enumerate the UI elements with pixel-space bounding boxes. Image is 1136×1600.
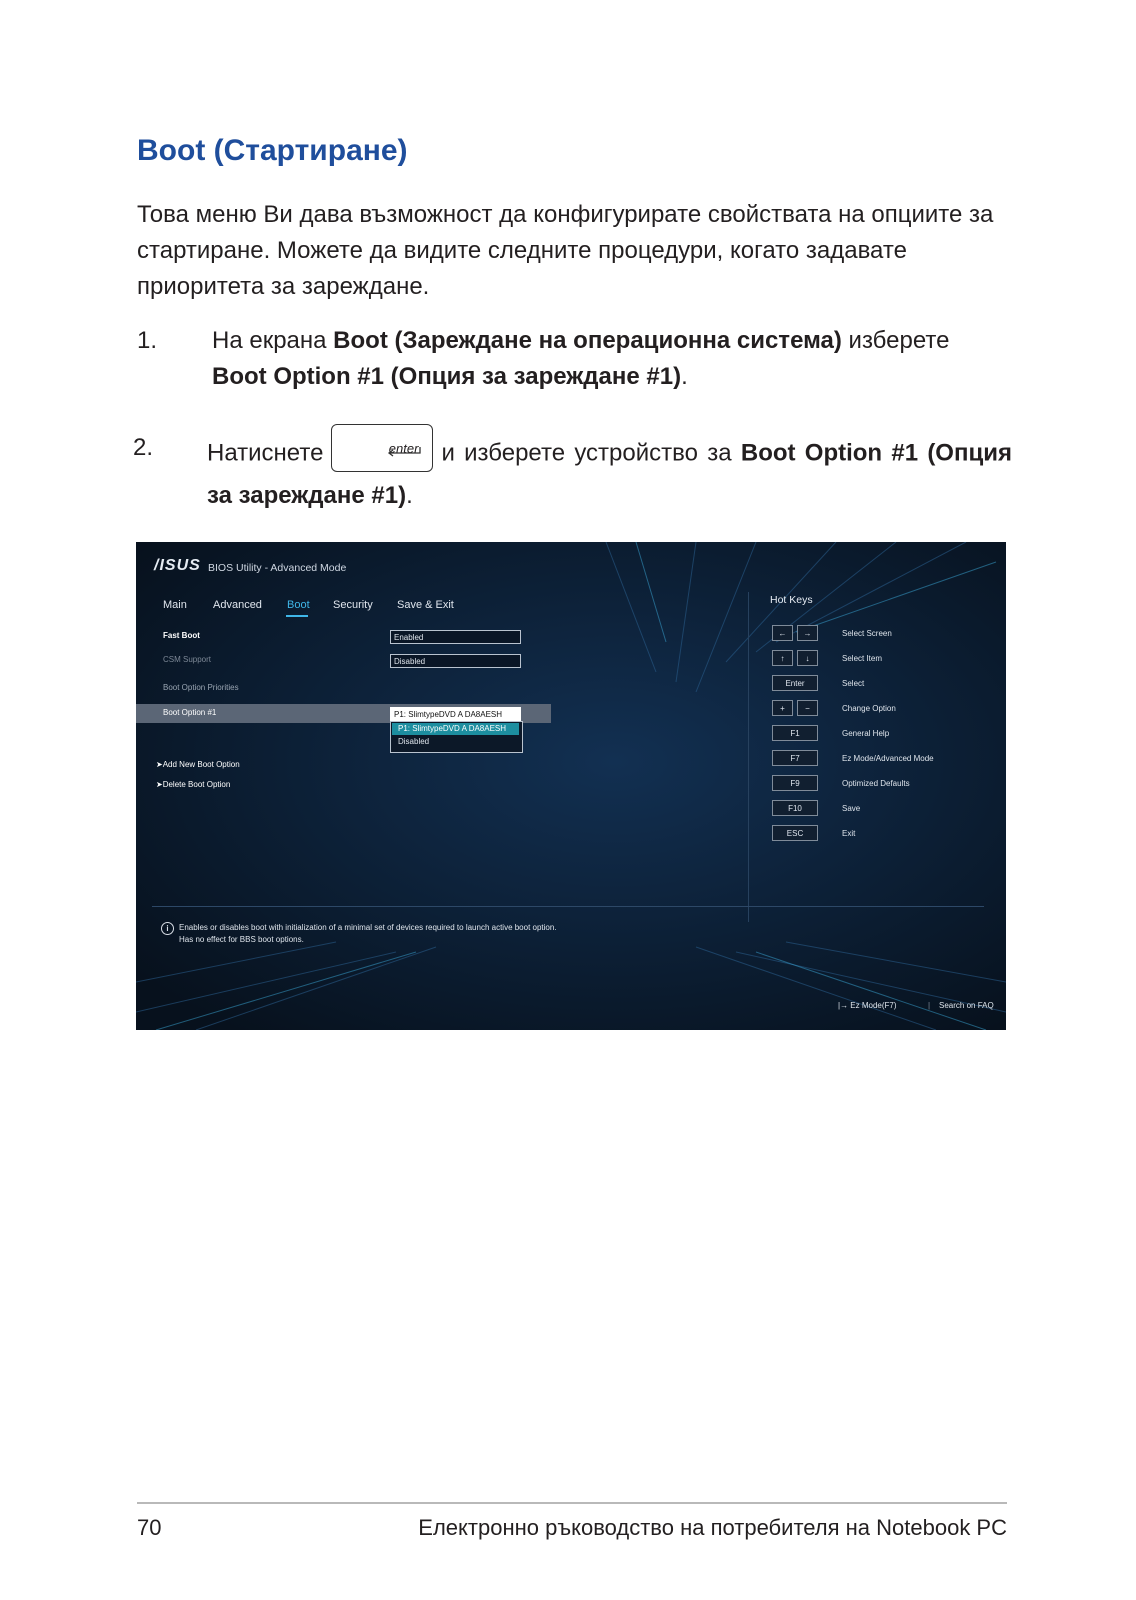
- hotkey-desc: Select: [842, 679, 865, 688]
- active-tab-underline: [286, 615, 308, 617]
- hotkey-desc: Select Item: [842, 654, 883, 663]
- enter-key[interactable]: Enter: [772, 675, 818, 691]
- boot-option-1-label: Boot Option #1: [163, 708, 217, 717]
- enter-arrow-icon: [386, 447, 422, 457]
- boot-option-dropdown[interactable]: [390, 721, 523, 753]
- chevron-right-icon: ➤: [156, 760, 163, 769]
- dropdown-option-disabled[interactable]: Disabled: [398, 737, 430, 746]
- hotkey-desc: Change Option: [842, 704, 896, 713]
- f7-key[interactable]: F7: [772, 750, 818, 766]
- hotkey-desc: Save: [842, 804, 861, 813]
- delete-boot-option[interactable]: [156, 780, 230, 789]
- delete-boot-option-label: Delete Boot Option: [162, 780, 231, 789]
- help-text: Enables or disables boot with initialization of a minimal set of devices required to launch active boot option. Has no effect for BBS boot options.: [179, 923, 557, 944]
- dropdown-option-dvd[interactable]: P1: SlimtypeDVD A DA8AESH: [392, 723, 519, 735]
- hotkey-desc: Select Screen: [842, 629, 892, 638]
- esc-key[interactable]: ESC: [772, 825, 818, 841]
- section-heading: Boot (Стартиране): [137, 134, 408, 167]
- hotkey-desc: Exit: [842, 829, 856, 838]
- down-arrow-key[interactable]: ↓: [797, 650, 818, 666]
- step-2-bold-a: Boot Option #1 (Опция за зареждане #1): [207, 439, 1012, 509]
- bios-screenshot: [136, 542, 1006, 1030]
- add-boot-option-label: Add New Boot Option: [162, 760, 240, 769]
- right-arrow-key[interactable]: →: [797, 625, 818, 641]
- step-2-text-a: Натиснете: [207, 439, 324, 467]
- left-arrow-key[interactable]: ←: [772, 625, 793, 641]
- info-divider: [152, 906, 984, 907]
- step-1-number: 1.: [137, 327, 158, 354]
- fast-boot-select[interactable]: Enabled: [390, 630, 521, 644]
- boot-option-1-select[interactable]: P1: SlimtypeDVD A DA8AESH: [390, 707, 521, 721]
- chevron-right-icon: ➤: [156, 780, 163, 789]
- up-arrow-key[interactable]: ↑: [772, 650, 793, 666]
- hotkey-desc: Ez Mode/Advanced Mode: [842, 754, 934, 763]
- page-number: 70: [137, 1515, 162, 1540]
- step-1-text: [212, 323, 1002, 395]
- hotkeys-divider: [748, 592, 749, 922]
- footer-separator: |: [928, 1001, 931, 1010]
- tab-boot[interactable]: Boot: [287, 599, 310, 611]
- intro-paragraph: Това меню Ви дава възможност да конфигурирате свойствата на опциите за стартиране. Можете да видите следните процедури, когато задавате приоритета за зареждане.: [137, 201, 994, 300]
- fast-boot-label: Fast Boot: [163, 631, 200, 640]
- f9-key[interactable]: F9: [772, 775, 818, 791]
- footer-divider: [137, 1502, 1007, 1504]
- f1-key[interactable]: F1: [772, 725, 818, 741]
- f10-key[interactable]: F10: [772, 800, 818, 816]
- step-2-text: [207, 430, 1012, 514]
- step-1-text-c: .: [681, 363, 688, 390]
- plus-key[interactable]: +: [772, 700, 793, 716]
- tab-main[interactable]: Main: [163, 599, 187, 611]
- step-1-text-b: изберете: [841, 327, 950, 354]
- ez-mode-button[interactable]: |→ Ez Mode(F7): [838, 1001, 897, 1010]
- footer-title: Електронно ръководство на потребителя на Notebook PC: [418, 1515, 1007, 1540]
- hotkeys-title: Hot Keys: [770, 594, 813, 606]
- step-1-bold-b: Boot Option #1 (Опция за зареждане #1): [212, 363, 682, 390]
- enter-key-icon: [331, 424, 433, 472]
- tab-save-exit[interactable]: Save & Exit: [397, 599, 454, 611]
- hotkey-desc: Optimized Defaults: [842, 779, 910, 788]
- search-faq-button[interactable]: Search on FAQ: [939, 1001, 994, 1010]
- step-2-text-c: .: [406, 482, 413, 509]
- hotkey-desc: General Help: [842, 729, 890, 738]
- step-2-text-b: и изберете устройство за: [441, 439, 741, 467]
- add-boot-option[interactable]: [156, 760, 240, 769]
- tab-advanced[interactable]: Advanced: [213, 599, 262, 611]
- csm-support-label: CSM Support: [163, 655, 212, 664]
- enter-key-label: enter: [388, 441, 419, 456]
- boot-priorities-label: Boot Option Priorities: [163, 683, 239, 692]
- step-1: [137, 323, 1017, 403]
- step-2-number: 2.: [133, 434, 154, 461]
- minus-key[interactable]: −: [797, 700, 818, 716]
- step-1-bold-a: Boot (Зареждане на операционна система): [333, 327, 842, 354]
- step-1-text-a: На екрана: [212, 327, 334, 354]
- tab-security[interactable]: Security: [333, 599, 373, 611]
- asus-logo: /ISUS: [154, 557, 201, 574]
- bios-title: BIOS Utility - Advanced Mode: [208, 562, 347, 574]
- csm-support-select[interactable]: Disabled: [390, 654, 521, 668]
- step-2: [133, 430, 1013, 510]
- info-icon: i: [161, 922, 174, 935]
